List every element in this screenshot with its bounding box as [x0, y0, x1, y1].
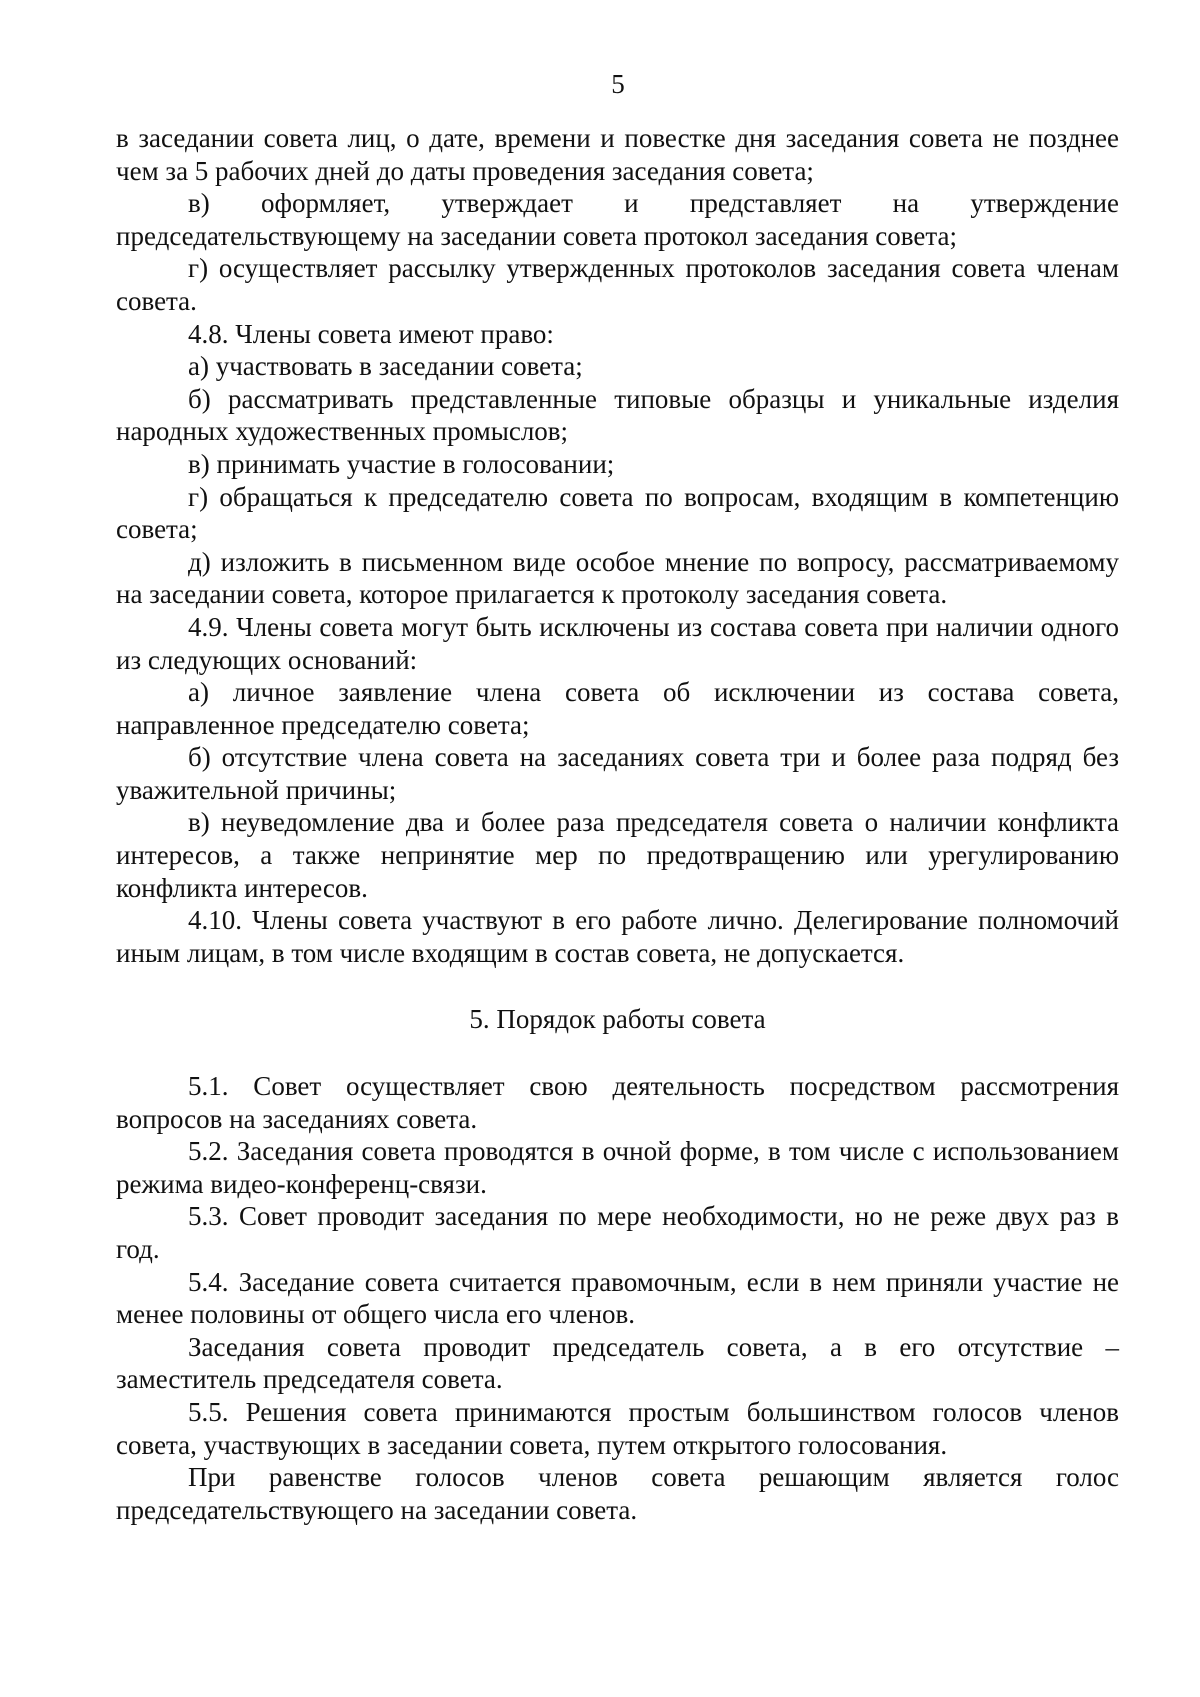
paragraph: 5.4. Заседание совета считается правомочным, если в нем приняли участие не менее половины от общего числа его членов. — [116, 1266, 1119, 1330]
page-number: 5 — [611, 69, 625, 99]
paragraph: 4.8. Члены совета имеют право: — [188, 318, 554, 349]
paragraph: 5.3. Совет проводит заседания по мере необходимости, но не реже двух раз в год. — [116, 1201, 1119, 1264]
paragraph: При равенстве голосов членов совета решающим является голос председательствующего на заседании совета. — [116, 1462, 1119, 1525]
paragraph: 4.10. Члены совета участвуют в его работе лично. Делегирование полномочий иным лицам, в том числе входящим в состав совета, не допускается. — [116, 905, 1119, 968]
section-4-continuation — [116, 122, 1119, 969]
paragraph: в заседании совета лиц, о дате, времени и повестке дня заседания совета не позднее чем за 5 рабочих дней до даты проведения заседания совета; — [116, 123, 1119, 186]
paragraph: 5.2. Заседания совета проводятся в очной форме, в том числе с использованием режима видео-конференц-связи. — [116, 1136, 1119, 1199]
paragraph: б) рассматривать представленные типовые образцы и уникальные изделия народных художественных промыслов; — [116, 383, 1119, 447]
paragraph: в) оформляет, утверждает и представляет на утверждение председательствующему на заседании совета протокол заседания совета; — [116, 188, 1119, 251]
paragraph: 5.5. Решения совета принимаются простым большинством голосов членов совета, участвующих в заседании совета, путем открытого голосования. — [116, 1396, 1119, 1460]
paragraph: г) обращаться к председателю совета по вопросам, входящим в компетенцию совета; — [116, 481, 1119, 545]
paragraph: в) неуведомление два и более раза председателя совета о наличии конфликта интересов, а также непринятие мер по предотвращению или урегулированию конфликта интересов. — [116, 807, 1119, 903]
document-body — [116, 122, 1119, 1526]
paragraph: г) осуществляет рассылку утвержденных протоколов заседания совета членам совета. — [116, 253, 1119, 316]
section-5-body — [116, 1070, 1119, 1526]
paragraph: а) личное заявление члена совета об исключении из состава совета, направленное председателю совета; — [116, 677, 1119, 740]
paragraph: Заседания совета проводит председатель совета, а в его отсутствие – заместитель председателя совета. — [116, 1331, 1119, 1395]
paragraph: 5.1. Совет осуществляет свою деятельность посредством рассмотрения вопросов на заседаниях совета. — [116, 1071, 1119, 1134]
paragraph: 4.9. Члены совета могут быть исключены из состава совета при наличии одного из следующих оснований: — [116, 611, 1119, 675]
section-heading: 5. Порядок работы совета — [469, 1004, 766, 1035]
paragraph: д) изложить в письменном виде особое мнение по вопросу, рассматриваемому на заседании совета, которое прилагается к протоколу заседания совета. — [116, 546, 1119, 610]
paragraph: а) участвовать в заседании совета; — [188, 351, 583, 382]
paragraph: б) отсутствие члена совета на заседаниях совета три и более раза подряд без уважительной причины; — [116, 742, 1119, 805]
paragraph: в) принимать участие в голосовании; — [188, 448, 615, 479]
